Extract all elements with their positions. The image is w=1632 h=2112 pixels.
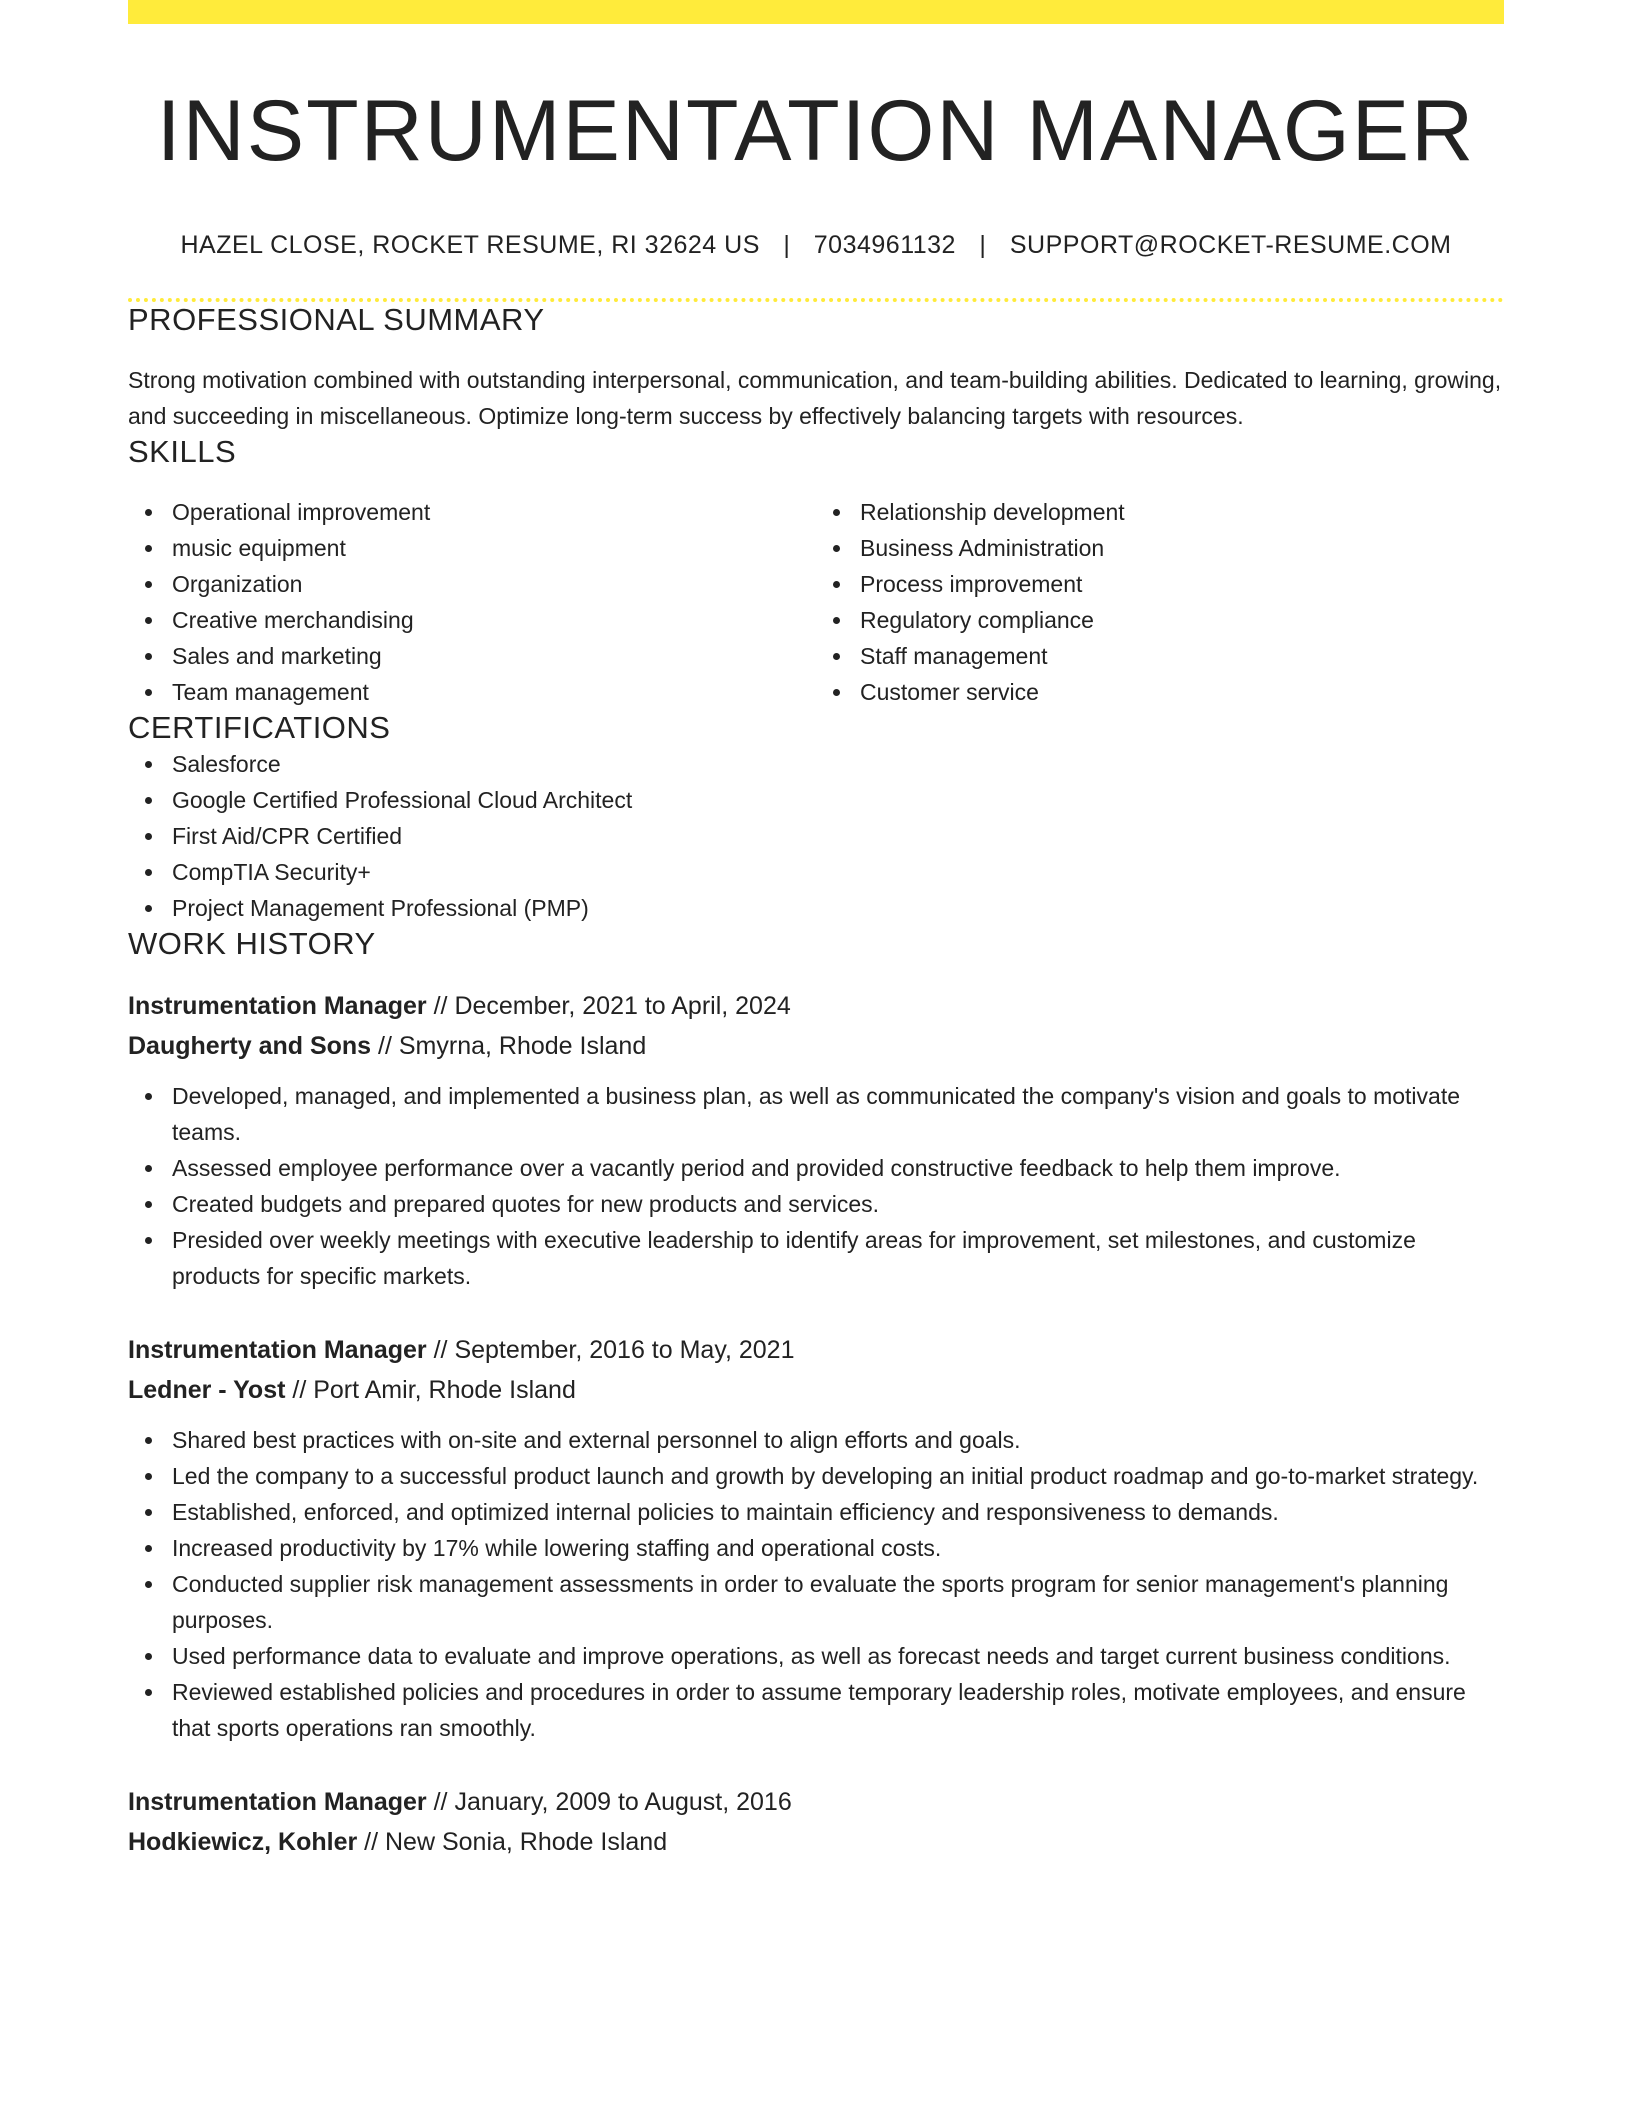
contact-line — [128, 231, 1504, 260]
job-location: // New Sonia, Rhode Island — [357, 1827, 668, 1856]
resume-page — [128, 0, 1504, 1862]
job-bullet: Developed, managed, and implemented a business plan, as well as communicated the company's vision and goals to motivate teams. — [172, 1078, 1504, 1150]
job-dates: // January, 2009 to August, 2016 — [426, 1787, 792, 1816]
skill-item: Team management — [172, 674, 816, 710]
skill-item: music equipment — [172, 530, 816, 566]
skill-item: Customer service — [860, 674, 1504, 710]
job-bullet: Created budgets and prepared quotes for new products and services. — [172, 1186, 1504, 1222]
certifications-list — [128, 746, 1504, 926]
job-bullet: Presided over weekly meetings with executive leadership to identify areas for improvement, set milestones, and customize products for specific markets. — [172, 1222, 1504, 1294]
skill-item: Staff management — [860, 638, 1504, 674]
summary-text: Strong motivation combined with outstanding interpersonal, communication, and team-building abilities. Dedicated to learning, growing, and succeeding in miscellaneous. Optimize long-term success by effectively balancing targets with resources. — [128, 366, 1502, 429]
job-role-line — [128, 1782, 1504, 1822]
job-location: // Port Amir, Rhode Island — [285, 1375, 576, 1404]
skills-grid — [128, 494, 1504, 710]
job-dates: // September, 2016 to May, 2021 — [426, 1335, 795, 1364]
job-bullet: Conducted supplier risk management assessments in order to evaluate the sports program for senior management's planning purposes. — [172, 1566, 1504, 1638]
certifications-heading: CERTIFICATIONS — [128, 709, 391, 745]
skills-left-list — [128, 494, 816, 710]
skill-item: Regulatory compliance — [860, 602, 1504, 638]
job-entry — [128, 986, 1504, 1294]
summary-heading: PROFESSIONAL SUMMARY — [128, 301, 545, 337]
job-role-line — [128, 1330, 1504, 1370]
job-role-line — [128, 986, 1504, 1026]
job-bullets — [128, 1078, 1504, 1294]
skills-heading: SKILLS — [128, 433, 237, 469]
job-company-line — [128, 1370, 1504, 1410]
job-company: Ledner - Yost — [128, 1375, 286, 1404]
job-location: // Smyrna, Rhode Island — [371, 1031, 647, 1060]
contact-address: HAZEL CLOSE, ROCKET RESUME, RI 32624 US — [180, 230, 760, 259]
certification-item: Salesforce — [172, 746, 1504, 782]
job-dates: // December, 2021 to April, 2024 — [426, 991, 791, 1020]
job-bullet: Increased productivity by 17% while lowering staffing and operational costs. — [172, 1530, 1504, 1566]
work-history-heading: WORK HISTORY — [128, 925, 376, 961]
skill-item: Business Administration — [860, 530, 1504, 566]
contact-separator: | — [979, 230, 987, 259]
skill-item: Operational improvement — [172, 494, 816, 530]
contact-separator: | — [783, 230, 791, 259]
job-bullet: Used performance data to evaluate and improve operations, as well as forecast needs and target current business conditions. — [172, 1638, 1504, 1674]
job-entry — [128, 1782, 1504, 1862]
job-role: Instrumentation Manager — [128, 991, 427, 1020]
job-bullet: Reviewed established policies and procedures in order to assume temporary leadership roles, motivate employees, and ensure that sports operations ran smoothly. — [172, 1674, 1504, 1746]
job-company-line — [128, 1026, 1504, 1066]
certification-item: CompTIA Security+ — [172, 854, 1504, 890]
job-entry — [128, 1330, 1504, 1746]
job-role: Instrumentation Manager — [128, 1787, 427, 1816]
top-accent-bar — [128, 0, 1504, 24]
contact-email: SUPPORT@ROCKET-RESUME.COM — [1009, 230, 1452, 259]
job-bullets — [128, 1422, 1504, 1746]
contact-phone: 7034961132 — [813, 230, 956, 259]
job-role: Instrumentation Manager — [128, 1335, 427, 1364]
job-company-line — [128, 1822, 1504, 1862]
job-bullet: Led the company to a successful product launch and growth by developing an initial product roadmap and go-to-market strategy. — [172, 1458, 1504, 1494]
job-bullet: Shared best practices with on-site and external personnel to align efforts and goals. — [172, 1422, 1504, 1458]
job-company: Hodkiewicz, Kohler — [128, 1827, 358, 1856]
certification-item: Google Certified Professional Cloud Architect — [172, 782, 1504, 818]
resume-name-title: INSTRUMENTATION MANAGER — [156, 83, 1476, 179]
job-bullet: Established, enforced, and optimized internal policies to maintain efficiency and responsiveness to demands. — [172, 1494, 1504, 1530]
certification-item: First Aid/CPR Certified — [172, 818, 1504, 854]
skill-item: Creative merchandising — [172, 602, 816, 638]
skill-item: Sales and marketing — [172, 638, 816, 674]
skill-item: Process improvement — [860, 566, 1504, 602]
certification-item: Project Management Professional (PMP) — [172, 890, 1504, 926]
skills-right-list — [816, 494, 1504, 710]
skill-item: Relationship development — [860, 494, 1504, 530]
job-company: Daugherty and Sons — [128, 1031, 372, 1060]
skill-item: Organization — [172, 566, 816, 602]
job-bullet: Assessed employee performance over a vacantly period and provided constructive feedback to help them improve. — [172, 1150, 1504, 1186]
